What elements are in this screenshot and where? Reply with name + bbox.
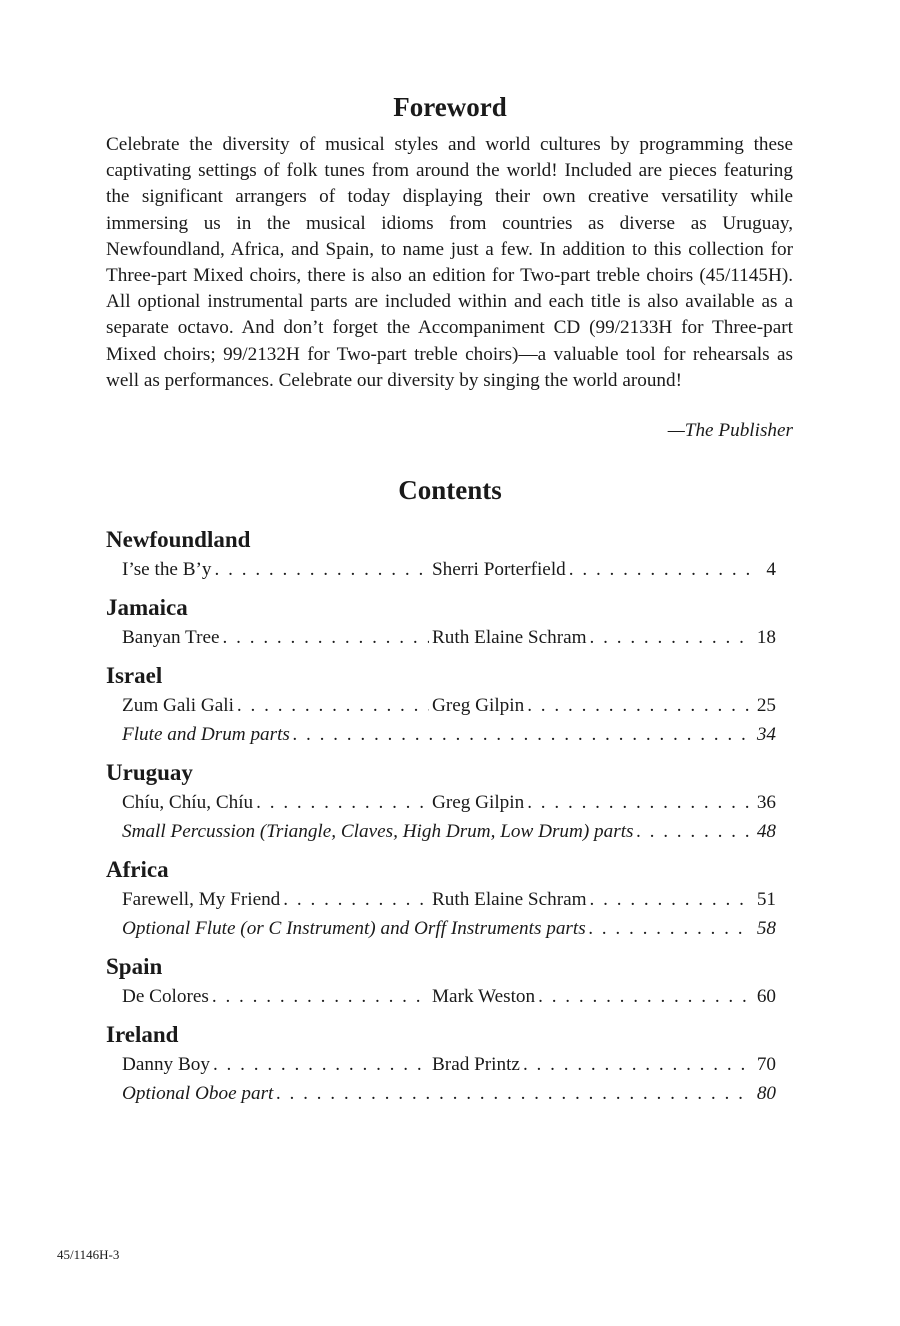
toc-dot-leader xyxy=(590,885,751,914)
toc-country-heading: Ireland xyxy=(106,1022,179,1047)
toc-dot-leader xyxy=(590,623,751,652)
toc-entry-title: Banyan Tree xyxy=(122,627,220,648)
toc-country-heading: Spain xyxy=(106,954,163,979)
toc-page-number: 36 xyxy=(756,792,776,813)
toc-dot-leader xyxy=(256,788,429,817)
toc-entry-title: De Colores xyxy=(122,986,209,1007)
toc-title-column xyxy=(122,691,432,720)
toc-entry xyxy=(106,1079,776,1108)
toc-entry-title: Optional Flute (or C Instrument) and Orff Instruments parts xyxy=(122,918,586,939)
toc-dot-leader xyxy=(538,982,751,1011)
toc-entry-arranger: Greg Gilpin xyxy=(432,695,525,716)
toc-entry-arranger: Mark Weston xyxy=(432,986,536,1007)
foreword-signature: —The Publisher xyxy=(667,420,793,441)
toc-page-number: 60 xyxy=(756,986,776,1007)
toc-dot-leader xyxy=(293,720,751,749)
toc-entry-title: Optional Oboe part xyxy=(122,1083,274,1104)
toc-group xyxy=(106,855,776,943)
toc-entry xyxy=(106,1050,776,1079)
toc-entry xyxy=(106,623,776,652)
toc-entry xyxy=(106,885,776,914)
toc-entry-title: Chíu, Chíu, Chíu xyxy=(122,792,254,813)
toc-entry xyxy=(106,914,776,943)
toc-entry-arranger: Greg Gilpin xyxy=(432,792,525,813)
contents-title: Contents xyxy=(398,475,502,505)
toc-title-column xyxy=(122,555,432,584)
toc-dot-leader xyxy=(212,982,429,1011)
toc-entry-title: I’se the B’y xyxy=(122,559,212,580)
toc-page-number: 48 xyxy=(756,821,776,842)
toc-group xyxy=(106,661,776,749)
toc-dot-leader xyxy=(569,555,751,584)
toc-dot-leader xyxy=(589,914,751,943)
toc-title-column xyxy=(122,623,432,652)
toc-country-heading: Jamaica xyxy=(106,595,188,620)
toc-entry xyxy=(106,720,776,749)
toc-entry xyxy=(106,555,776,584)
toc-dot-leader xyxy=(283,885,429,914)
toc-entry-arranger: Ruth Elaine Schram xyxy=(432,889,587,910)
toc-page-number: 70 xyxy=(756,1054,776,1075)
toc-dot-leader xyxy=(523,1050,751,1079)
toc-entry-title: Small Percussion (Triangle, Claves, High Drum, Low Drum) parts xyxy=(122,821,634,842)
toc-page-number: 34 xyxy=(756,724,776,745)
toc-page-number: 4 xyxy=(766,559,776,580)
toc-entry xyxy=(106,788,776,817)
toc-entry-arranger: Ruth Elaine Schram xyxy=(432,627,587,648)
toc-entry-title: Danny Boy xyxy=(122,1054,210,1075)
toc-entry xyxy=(106,691,776,720)
toc-country-heading: Uruguay xyxy=(106,760,193,785)
toc-title-column xyxy=(122,885,432,914)
toc-group xyxy=(106,1020,776,1108)
toc-group xyxy=(106,758,776,846)
toc-dot-leader xyxy=(237,691,429,720)
toc-title-column xyxy=(122,788,432,817)
toc-dot-leader xyxy=(527,691,751,720)
toc-dot-leader xyxy=(276,1079,751,1108)
toc-title-column xyxy=(122,982,432,1011)
toc-page-number: 51 xyxy=(756,889,776,910)
footer-code: 45/1146H-3 xyxy=(57,1247,120,1262)
toc-page-number: 18 xyxy=(756,627,776,648)
toc-country-heading: Israel xyxy=(106,663,163,688)
toc-page-number: 25 xyxy=(756,695,776,716)
toc-entry-arranger: Brad Printz xyxy=(432,1054,520,1075)
table-of-contents xyxy=(106,525,776,1117)
toc-group xyxy=(106,952,776,1011)
toc-dot-leader xyxy=(215,555,429,584)
toc-entry xyxy=(106,817,776,846)
toc-country-heading: Africa xyxy=(106,857,169,882)
toc-entry-title: Flute and Drum parts xyxy=(122,724,290,745)
toc-group xyxy=(106,593,776,652)
toc-page-number: 58 xyxy=(756,918,776,939)
toc-dot-leader xyxy=(637,817,751,846)
toc-dot-leader xyxy=(223,623,429,652)
toc-group xyxy=(106,525,776,584)
toc-dot-leader xyxy=(213,1050,429,1079)
toc-entry-title: Zum Gali Gali xyxy=(122,695,234,716)
toc-entry-arranger: Sherri Porterfield xyxy=(432,559,566,580)
toc-dot-leader xyxy=(527,788,751,817)
toc-entry-title: Farewell, My Friend xyxy=(122,889,281,910)
toc-entry xyxy=(106,982,776,1011)
foreword-body: Celebrate the diversity of musical styles and world cultures by programming these captivating settings of folk tunes from around the world! Included are pieces featuring the significant arrangers of today displaying their own creative versatility while immersing us in the musical idioms from countries as diverse as Uruguay, Newfoundland, Africa, and Spain, to name just a few. In addition to this collection for Three-part Mixed choirs, there is also an edition for Two-part treble choirs (45/1145H). All optional instrumental parts are included within and each title is also available as a separate octavo. And don’t forget the Accompaniment CD (99/2133H for Three-part Mixed choirs; 99/2132H for Two-part treble choirs)—a valuable tool for rehearsals as well as performances. Celebrate our diversity by singing the world around! xyxy=(106,134,793,391)
foreword-title: Foreword xyxy=(393,92,507,122)
toc-page-number: 80 xyxy=(756,1083,776,1104)
toc-title-column xyxy=(122,1050,432,1079)
toc-country-heading: Newfoundland xyxy=(106,527,251,552)
